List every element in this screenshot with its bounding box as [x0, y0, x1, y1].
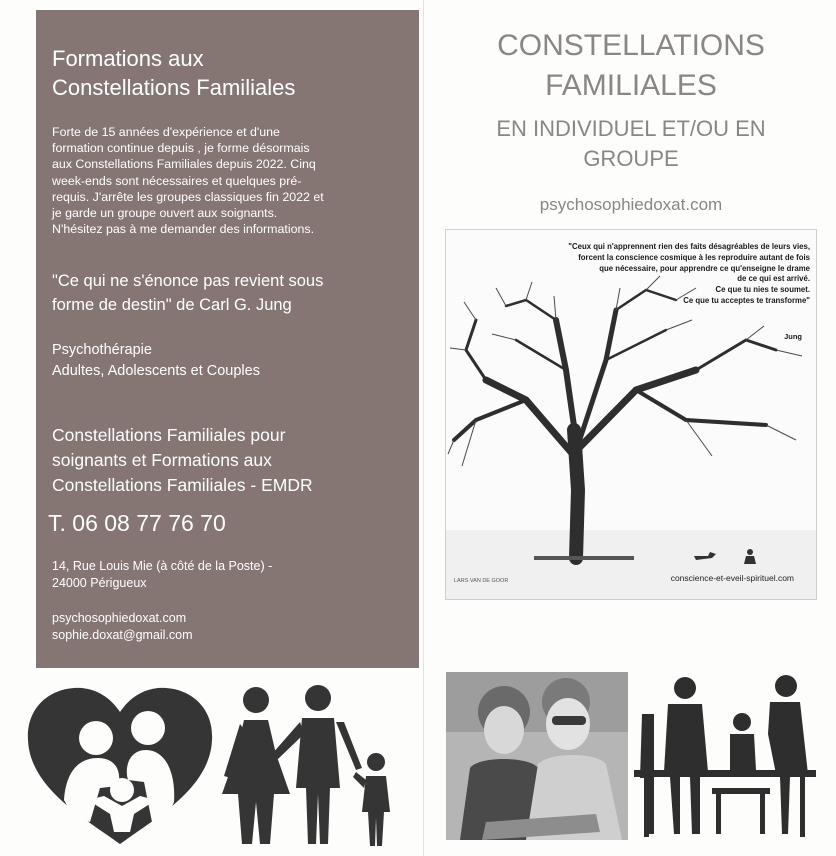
- intro-line: je garde un groupe ouvert aux soignants.: [52, 206, 278, 221]
- left-title: [52, 44, 402, 102]
- left-title-line: Constellations Familiales: [52, 75, 296, 100]
- email-link[interactable]: sophie.doxat@gmail.com: [52, 628, 193, 642]
- subtitle-line: EN INDIVIDUEL ET/OU EN: [496, 116, 766, 141]
- photo-source-site: conscience-et-eveil-spirituel.com: [670, 573, 794, 583]
- main-title-line: FAMILIALES: [545, 69, 717, 102]
- jung-quote-line: "Ce qui ne s'énonce pas revient sous: [52, 272, 324, 290]
- quote-author: Jung: [784, 332, 802, 341]
- psychotherapy-heading: Psychothérapie: [52, 342, 152, 358]
- tree-quote-line: Ce que tu acceptes te transforme": [683, 295, 810, 305]
- subtitle-line: GROUPE: [583, 146, 679, 171]
- tree-quote-line: que nécessaire, pour apprendre ce qu'enseigne le drame: [599, 263, 810, 273]
- services-line: soignants et Formations aux: [52, 450, 272, 470]
- jung-quote-line: forme de destin" de Carl G. Jung: [52, 296, 292, 314]
- psychotherapy-section: [52, 340, 260, 382]
- fold-line: [423, 0, 424, 856]
- intro-line: formation continue depuis , je forme désormais: [52, 141, 310, 156]
- tree-quote-line: de ce qui est arrivé.: [737, 274, 810, 284]
- address-line: 24000 Périgueux: [52, 576, 147, 590]
- grandmothers-photo-icon: [446, 672, 628, 840]
- address-line: 14, Rue Louis Mie (à côté de la Poste) -: [52, 559, 273, 573]
- right-website[interactable]: psychosophiedoxat.com: [539, 195, 723, 214]
- tree-quote-line: forcent la conscience cosmique à les reproduire autant de fois: [578, 252, 810, 262]
- family-dinner-silhouette-icon: [630, 674, 820, 840]
- phone-number[interactable]: T. 06 08 77 76 70: [48, 510, 226, 536]
- services-line: Constellations Familiales - EMDR: [52, 475, 313, 495]
- jung-quote: [52, 269, 392, 317]
- intro-text: [52, 124, 397, 237]
- address: [52, 558, 272, 592]
- family-heart-icon: [24, 682, 216, 852]
- oak-tree-photo-icon: [445, 229, 817, 600]
- intro-line: aux Constellations Familiales depuis 2022. Cinq: [52, 157, 316, 172]
- main-title-line: CONSTELLATIONS: [497, 29, 765, 62]
- intro-line: requis. J'arrête les groupes classiques fin 2022 et: [52, 189, 324, 204]
- contact-links: [52, 610, 193, 644]
- intro-line: Forte de 15 années d'expérience et d'une: [52, 125, 280, 139]
- photo-credit: LARS VAN DE GOOR: [454, 578, 509, 584]
- tree-quote-line: Ce que tu nies te soumet.: [715, 285, 810, 295]
- constellations-services: [52, 423, 407, 498]
- services-line: Constellations Familiales pour: [52, 425, 286, 445]
- left-info-panel: [36, 10, 419, 668]
- family-figures-icon: [216, 684, 406, 852]
- intro-line: week-ends sont nécessaires et quelques pré-: [52, 173, 302, 188]
- psychotherapy-audience: Adultes, Adolescents et Couples: [52, 363, 260, 379]
- tree-quote-line: "Ceux qui n'apprennent rien des faits désagréables de leurs vies,: [568, 242, 810, 251]
- left-title-line: Formations aux: [52, 46, 204, 71]
- website-link[interactable]: psychosophiedoxat.com: [52, 611, 187, 625]
- jung-tree-quote: [520, 242, 810, 307]
- intro-line: N'hésitez pas à me demander des informations.: [52, 222, 315, 237]
